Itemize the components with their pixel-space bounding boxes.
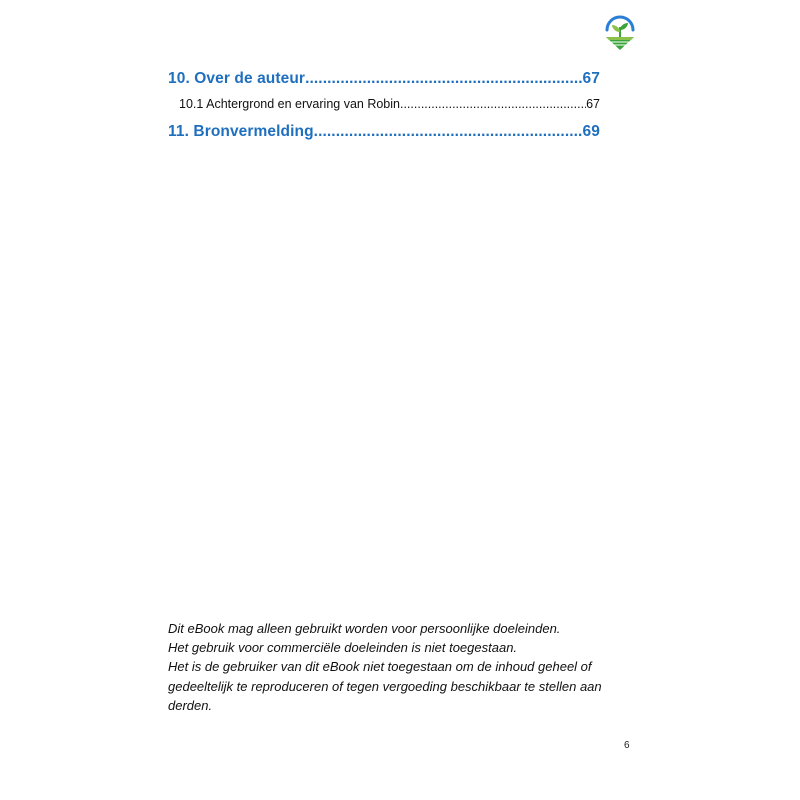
toc-entry-title: 10. Over de auteur — [168, 70, 306, 87]
usage-notice — [168, 619, 638, 715]
toc-entry-title: 11. Bronvermelding — [168, 123, 314, 140]
toc-dot-leader — [305, 66, 582, 92]
table-of-contents — [168, 66, 600, 145]
usage-notice-line: derden. — [168, 697, 213, 713]
toc-dot-leader — [314, 119, 583, 145]
usage-notice-line: Het gebruik voor commerciële doeleinden is niet toegestaan. — [168, 640, 518, 656]
toc-entry-title: 10.1 Achtergrond en ervaring van Robin — [179, 97, 400, 111]
toc-entry-page: 67 — [586, 97, 600, 111]
toc-entry-page: 67 — [582, 70, 600, 87]
toc-entry-achtergrond-en-ervaring[interactable] — [168, 93, 600, 116]
usage-notice-line: Het is de gebruiker van dit eBook niet toegestaan om de inhoud geheel of — [168, 659, 592, 675]
usage-notice-line: gedeeltelijk te reproduceren of tegen vergoeding beschikbaar te stellen aan — [168, 678, 602, 694]
sprout-field-logo-icon — [603, 15, 637, 51]
usage-notice-line: Dit eBook mag alleen gebruikt worden voor persoonlijke doeleinden. — [168, 621, 561, 636]
toc-entry-over-de-auteur[interactable] — [168, 66, 600, 92]
page-number: 6 — [624, 740, 630, 751]
toc-entry-page: 69 — [582, 123, 600, 140]
toc-dot-leader — [400, 93, 586, 116]
toc-entry-bronvermelding[interactable] — [168, 119, 600, 145]
